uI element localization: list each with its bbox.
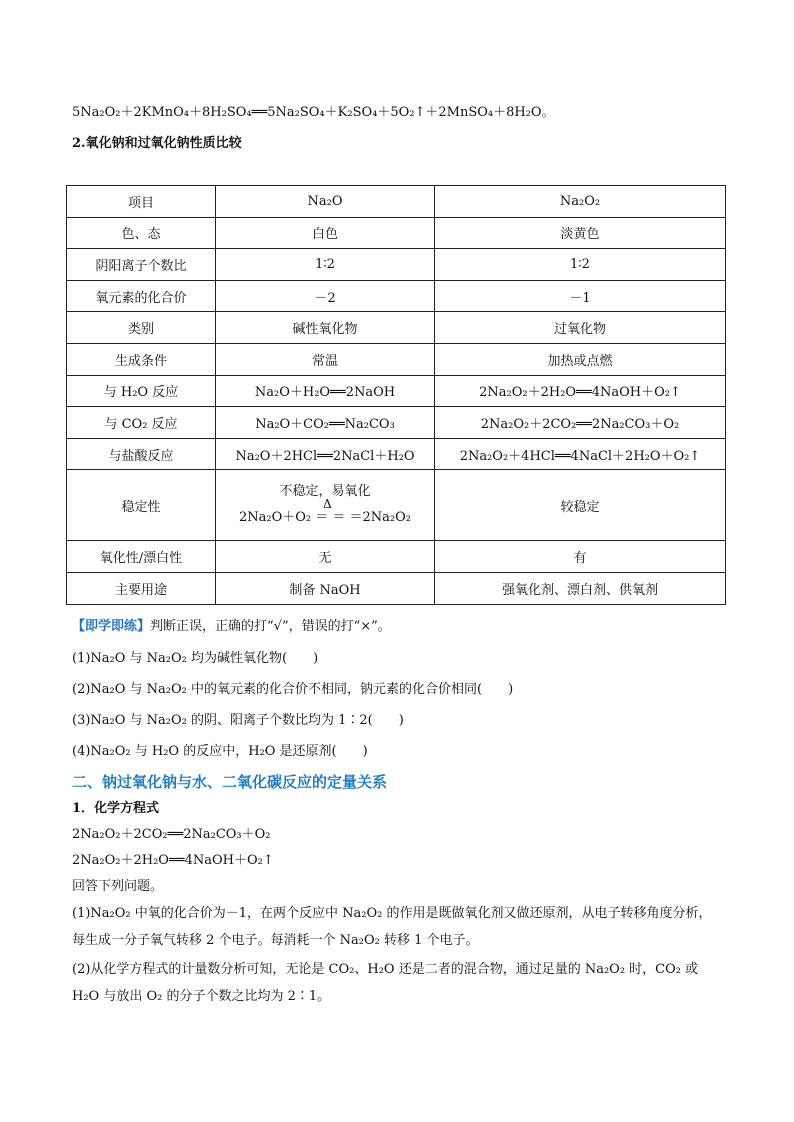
table-row	[67, 541, 726, 573]
header-cell: 项目	[67, 186, 216, 218]
table-cell: 常温	[216, 343, 435, 375]
row-label: 与 H₂O 反应	[67, 375, 216, 407]
row-label: 稳定性	[67, 470, 216, 541]
table-cell: 过氧化物	[435, 312, 726, 344]
table-row	[67, 249, 726, 281]
equation-2: 2Na₂O₂＋2H₂O══4NaOH＋O₂↑	[72, 853, 274, 868]
delta-symbol: Δ	[323, 497, 332, 512]
subheading: 1．化学方程式	[72, 801, 160, 816]
stability-na2o-cell	[216, 470, 435, 541]
practice-item: (3)Na₂O 与 Na₂O₂ 的阴、阳离子个数比均为 1∶2( )	[72, 713, 404, 728]
row-label: 色、态	[67, 217, 216, 249]
equation-1: 2Na₂O₂＋2CO₂══2Na₂CO₃＋O₂	[72, 827, 271, 842]
paragraph-1: (1)Na₂O₂ 中氧的化合价为－1，在两个反应中 Na₂O₂ 的作用是既做氧化剂又做还原剂，从电子转移角度分析，每生成一分子氧气转移 2 个电子。每消耗一个 Na₂O₂ 转移 1 个电子。	[72, 906, 712, 948]
row-label: 类别	[67, 312, 216, 344]
table-cell: 1∶2	[216, 249, 435, 281]
practice-tag: 【即学即练】	[72, 619, 151, 634]
table-cell: 2Na₂O₂＋4HCl══4NaCl＋2H₂O＋O₂↑	[435, 438, 726, 470]
row-label: 氧化性/漂白性	[67, 541, 216, 573]
table-row	[67, 438, 726, 470]
table-cell: 强氧化剂、漂白剂、供氧剂	[435, 572, 726, 604]
row-label: 氧元素的化合价	[67, 280, 216, 312]
table-row-stability	[67, 470, 726, 541]
table-cell: 较稳定	[435, 470, 726, 541]
row-label: 与 CO₂ 反应	[67, 407, 216, 439]
row-label: 主要用途	[67, 572, 216, 604]
table-cell: 有	[435, 541, 726, 573]
comparison-table	[66, 185, 726, 605]
table-row	[67, 375, 726, 407]
table-cell: 无	[216, 541, 435, 573]
table-row	[67, 312, 726, 344]
paragraph-2: (2)从化学方程式的计量数分析可知，无论是 CO₂、H₂O 还是二者的混合物，通过足量的 Na₂O₂ 时，CO₂ 或 H₂O 与放出 O₂ 的分子个数之比均为 2∶1。	[72, 962, 699, 1004]
table-cell: 淡黄色	[435, 217, 726, 249]
practice-instruction: 判断正误，正确的打“√”，错误的打“×”。	[150, 619, 391, 634]
table-row	[67, 407, 726, 439]
practice-intro	[72, 618, 391, 636]
table-cell: 2Na₂O₂＋2CO₂══2Na₂CO₃＋O₂	[435, 407, 726, 439]
header-cell: Na₂O	[216, 186, 435, 218]
table-row	[67, 572, 726, 604]
table-cell: 制备 NaOH	[216, 572, 435, 604]
practice-item: (2)Na₂O 与 Na₂O₂ 中的氧元素的化合价不相同，钠元素的化合价相同( )	[72, 682, 514, 697]
table-cell: Na₂O＋H₂O══2NaOH	[216, 375, 435, 407]
top-equation: 5Na₂O₂＋2KMnO₄＋8H₂SO₄══5Na₂SO₄＋K₂SO₄＋5O₂↑＋2MnSO₄＋8H₂O。	[72, 105, 555, 120]
table-header-row	[67, 186, 726, 218]
row-label: 与盐酸反应	[67, 438, 216, 470]
table-cell: 白色	[216, 217, 435, 249]
stability-equation-text: 2Na₂O＋O₂ ＝ ＝ ＝2Na₂O₂	[238, 510, 411, 526]
table-cell: 碱性氧化物	[216, 312, 435, 344]
table-cell: －1	[435, 280, 726, 312]
header-cell: Na₂O₂	[435, 186, 726, 218]
row-label: 阴阳离子个数比	[67, 249, 216, 281]
table-cell: 加热或点燃	[435, 343, 726, 375]
table-row	[67, 217, 726, 249]
stability-equation	[220, 497, 430, 528]
table-cell: 2Na₂O₂＋2H₂O══4NaOH＋O₂↑	[435, 375, 726, 407]
table-cell: Na₂O＋CO₂══Na₂CO₃	[216, 407, 435, 439]
stability-text: 不稳定，易氧化	[279, 484, 371, 500]
table-cell: －2	[216, 280, 435, 312]
table-cell: Na₂O＋2HCl══2NaCl＋H₂O	[216, 438, 435, 470]
practice-item: (4)Na₂O₂ 与 H₂O 的反应中，H₂O 是还原剂( )	[72, 744, 368, 759]
section-heading: 二、钠过氧化钠与水、二氧化碳反应的定量关系	[72, 773, 388, 791]
practice-item: (1)Na₂O 与 Na₂O₂ 均为碱性氧化物( )	[72, 651, 319, 666]
prompt-text: 回答下列问题。	[72, 879, 164, 894]
section-title: 2.氧化钠和过氧化钠性质比较	[72, 136, 242, 151]
table-row	[67, 280, 726, 312]
table-row	[67, 343, 726, 375]
table-cell: 1∶2	[435, 249, 726, 281]
row-label: 生成条件	[67, 343, 216, 375]
